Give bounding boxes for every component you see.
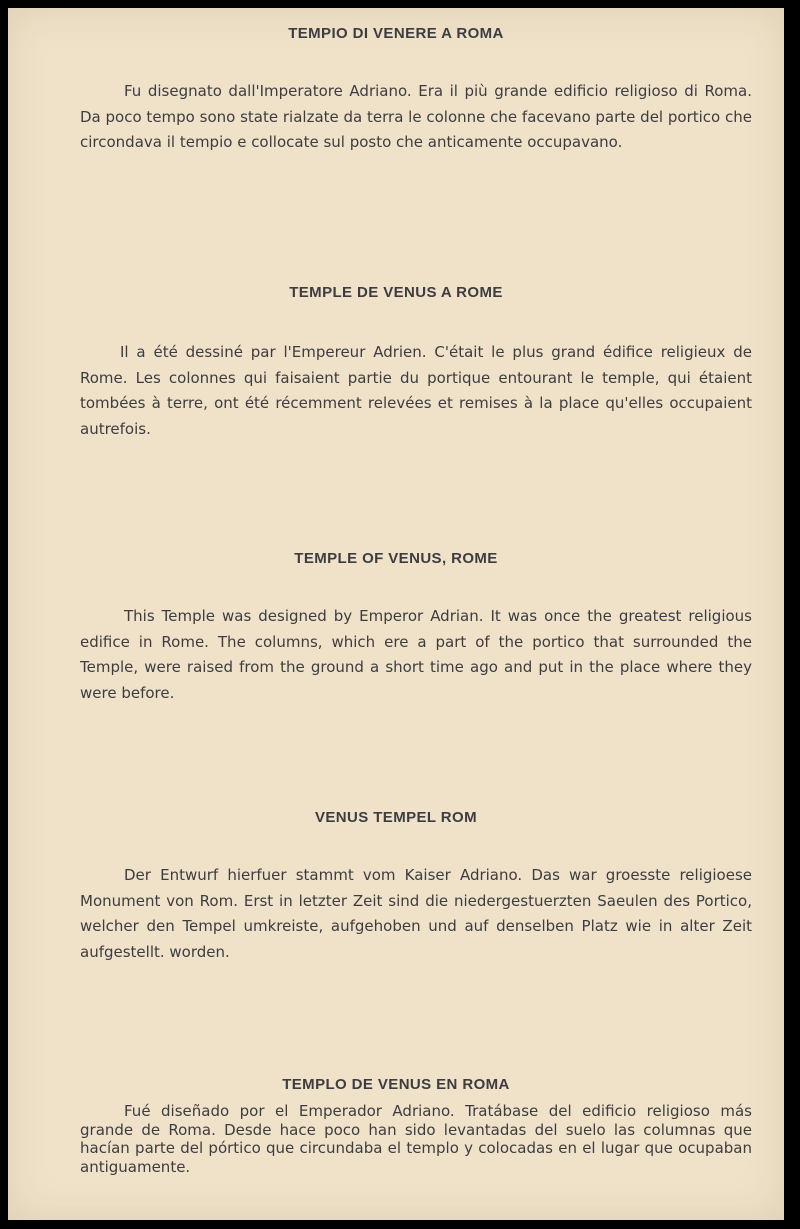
section-text-spanish: Fué diseñado por el Emperador Adriano. Tratábase del edificio religioso más grande de Roma. Desde hace poco han sido levantadas del suelo las columnas que hacían parte del pórtico que circundaba el templo y colocadas en el lugar que ocupaban antiguamente. [80,1102,752,1176]
section-text-french: Il a été dessiné par l'Empereur Adrien. C'était le plus grand édifice religieux de Rome. Les colonnes qui faisaient partie du portique entourant le temple, qui étaient tombées à terre, ont été récemment relevées et remises à la place qu'elles occupaient autrefois. [80,343,752,438]
section-title-spanish: TEMPLO DE VENUS EN ROMA [282,1076,510,1093]
document-page [8,8,784,1220]
section-text-italian: Fu disegnato dall'Imperatore Adriano. Era il più grande edificio religioso di Roma. Da poco tempo sono state rialzate da terra le colonne che facevano parte del portico che circondava il tempio e collocate sul posto che anticamente occupavano. [80,82,752,151]
section-title-italian: TEMPIO DI VENERE A ROMA [288,25,504,42]
section-title-french: TEMPLE DE VENUS A ROME [289,284,503,301]
section-text-english: This Temple was designed by Emperor Adrian. It was once the greatest religious edifice in Rome. The columns, which ere a part of the portico that surrounded the Temple, were raised from the ground a short time ago and put in the place where they were before. [80,607,752,702]
section-text-german: Der Entwurf hierfuer stammt vom Kaiser Adriano. Das war groesste religioese Monument von Rom. Erst in letzter Zeit sind die niedergestuerzten Saeulen des Portico, welcher den Tempel umkreiste, aufgehoben und auf denselben Platz wie in alter Zeit aufgestellt. worden. [80,866,752,961]
section-title-german: VENUS TEMPEL ROM [315,809,477,826]
section-title-english: TEMPLE OF VENUS, ROME [294,550,498,567]
